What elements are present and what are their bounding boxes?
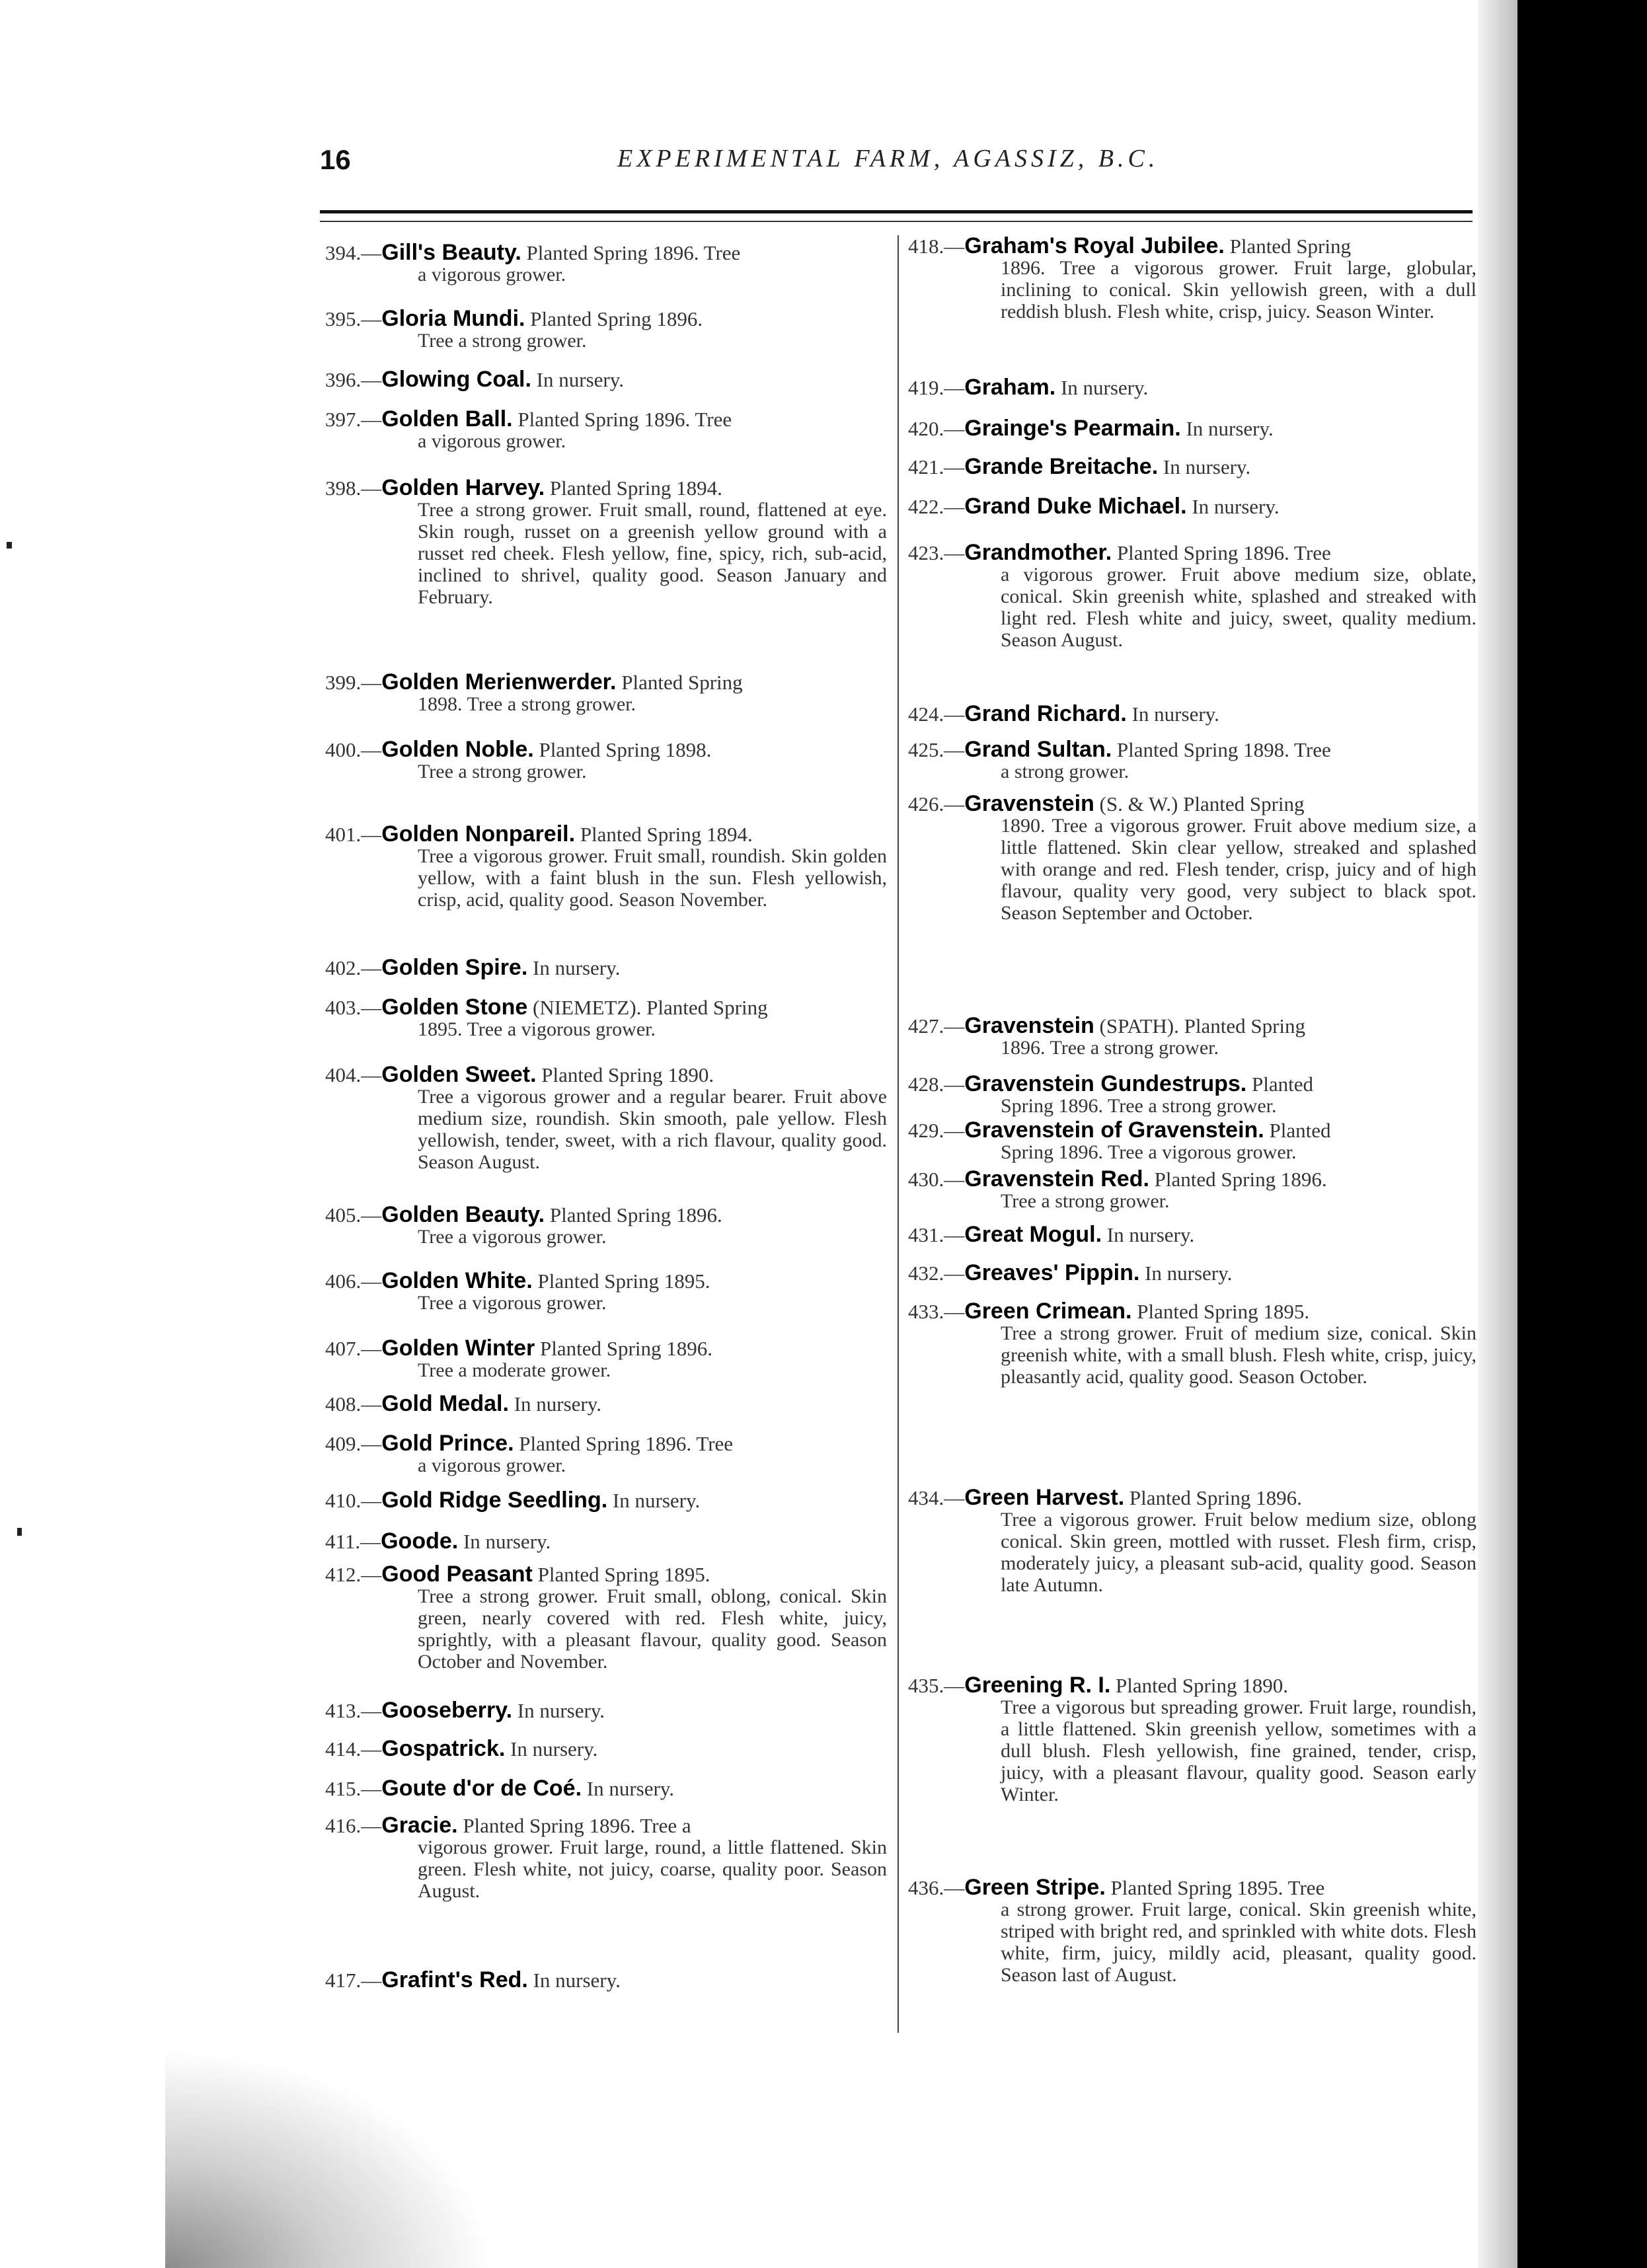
entry-description: 1896. Tree a strong grower.: [1001, 1037, 1219, 1059]
entry-note: Planted Spring 1896.: [549, 1203, 722, 1227]
entry-dash: —: [944, 1876, 965, 1899]
variety-name: Grainge's Pearmain.: [964, 416, 1181, 441]
variety-name: Gold Prince.: [381, 1431, 514, 1456]
entry-dash: —: [361, 1777, 382, 1800]
variety-name: Goode.: [381, 1529, 459, 1554]
entry-heading-line: [325, 408, 887, 430]
entry-note: Planted Spring 1895.: [537, 1269, 710, 1293]
entry-dash: —: [944, 1300, 965, 1323]
variety-name: Great Mogul.: [964, 1222, 1102, 1247]
entry-heading-line: [325, 1738, 887, 1760]
entry-heading-line: [908, 1015, 1476, 1037]
entry-number: 409.: [325, 1432, 362, 1455]
entry-heading-line: [325, 1815, 887, 1836]
catalogue-entry: [908, 1224, 1476, 1246]
entry-heading-line: [325, 1204, 887, 1226]
entry-number: 436.: [908, 1876, 944, 1899]
entry-number: 395.: [325, 307, 362, 330]
entry-number: 400.: [325, 738, 362, 761]
entry-heading-line: [908, 703, 1476, 725]
entry-dash: —: [361, 241, 382, 264]
entry-heading-line: [908, 418, 1476, 439]
entry-number: 434.: [908, 1486, 944, 1509]
entry-description: Tree a strong grower.: [418, 761, 587, 782]
catalogue-entry: [325, 823, 887, 911]
entry-dash: —: [944, 1168, 965, 1191]
entry-note: Planted Spring 1890.: [1116, 1674, 1288, 1697]
variety-name: Gravenstein of Gravenstein.: [964, 1117, 1264, 1143]
entry-heading-line: [908, 1301, 1476, 1322]
catalogue-entry: [908, 739, 1476, 782]
catalogue-entry: [325, 1433, 887, 1476]
entry-heading-line: [908, 1487, 1476, 1509]
entry-description: Tree a moderate grower.: [418, 1359, 611, 1381]
entry-dash: —: [361, 1432, 382, 1455]
entry-note: Planted Spring: [621, 671, 743, 694]
entry-note: In nursery.: [1145, 1262, 1233, 1285]
variety-name: Golden Noble.: [381, 737, 534, 762]
entry-number: 397.: [325, 408, 362, 431]
entry-heading-line: [325, 997, 887, 1018]
entry-dash: —: [360, 1530, 381, 1553]
entry-dash: —: [361, 307, 382, 330]
running-head: EXPERIMENTAL FARM, AGASSIZ, B.C.: [617, 145, 1159, 172]
catalogue-entry: [908, 1262, 1476, 1284]
entry-number: 419.: [908, 376, 944, 399]
entry-dash: —: [944, 1223, 965, 1246]
entry-note: Planted Spring 1894.: [549, 476, 722, 500]
entry-description: 1896. Tree a vigorous grower. Fruit large, globular, inclining to conical. Skin yellowish green, with a dull reddish blush. Flesh white, crisp, juicy. Season Winter.: [1001, 257, 1476, 322]
entry-description: Tree a vigorous grower and a regular bearer. Fruit above medium size, roundish. Skin smooth, pale yellow. Flesh yellowish, tender, sweet, with a rich flavour, quality good. Season August.: [418, 1086, 887, 1173]
catalogue-entry: [908, 235, 1476, 322]
entry-note: Planted Spring 1896. Tree: [526, 241, 741, 264]
catalogue-entry: [908, 1073, 1476, 1117]
variety-name: Golden Merienwerder.: [381, 669, 617, 695]
entry-heading-line: [325, 1778, 887, 1799]
entry-heading-line: [908, 1262, 1476, 1284]
entry-description: Tree a strong grower. Fruit of medium size, conical. Skin greenish white, with a small blush. Flesh white, crisp, juicy, pleasantly acid, quality good. Season October.: [1001, 1322, 1476, 1388]
variety-name: Gracie.: [381, 1813, 458, 1838]
catalogue-entry: [325, 477, 887, 608]
entry-note: In nursery.: [1192, 495, 1280, 518]
entry-dash: —: [361, 1814, 382, 1837]
entry-dash: —: [944, 1073, 965, 1096]
entry-note: Planted Spring 1894.: [580, 823, 753, 846]
entry-number: 430.: [908, 1168, 944, 1191]
entry-heading-line: [325, 242, 887, 264]
entry-description: Spring 1896. Tree a vigorous grower.: [1001, 1141, 1297, 1163]
entry-number: 417.: [325, 1969, 362, 1992]
entry-dash: —: [361, 956, 382, 979]
entry-heading-line: [908, 739, 1476, 761]
catalogue-entry: [908, 377, 1476, 398]
catalogue-entry: [325, 1815, 887, 1902]
entry-heading-line: [325, 308, 887, 330]
entry-heading-line: [908, 1877, 1476, 1899]
entry-note: In nursery.: [1060, 376, 1149, 399]
entry-dash: —: [944, 495, 965, 518]
entry-note: Planted Spring 1896. Tree: [1116, 541, 1331, 564]
entry-heading-line: [908, 377, 1476, 398]
entry-heading-line: [908, 496, 1476, 517]
entry-dash: —: [361, 671, 382, 694]
entry-heading-line: [908, 1168, 1476, 1190]
page-edge-shadow: [1478, 0, 1517, 2268]
entry-number: 398.: [325, 476, 362, 500]
catalogue-entry: [325, 1338, 887, 1381]
entry-note: Planted Spring 1895.: [537, 1563, 710, 1586]
entry-note: In nursery.: [510, 1737, 598, 1760]
entry-description: Tree a vigorous but spreading grower. Fruit large, roundish, a little flattened. Skin greenish yellow, sometimes with a dull blush. Flesh yellowish, fine grained, tender, crisp, juicy, with a pleasant flavour, quality good. Season early Winter.: [1001, 1696, 1476, 1805]
entry-dash: —: [944, 1486, 965, 1509]
entry-dash: —: [944, 235, 965, 258]
entry-note: Planted Spring 1896.: [530, 307, 703, 330]
variety-name: Golden Beauty.: [381, 1202, 545, 1227]
catalogue-entry: [325, 1969, 887, 1991]
entry-dash: —: [361, 476, 382, 500]
entry-number: 433.: [908, 1300, 944, 1323]
catalogue-entry: [325, 671, 887, 715]
entry-dash: —: [361, 1392, 382, 1416]
entry-note: Planted Spring 1890.: [541, 1063, 714, 1086]
variety-name: Gospatrick.: [381, 1736, 506, 1761]
column-divider: [898, 235, 899, 2033]
entry-dash: —: [944, 376, 965, 399]
variety-name: Gravenstein: [964, 1013, 1094, 1038]
entry-heading-line: [908, 456, 1476, 478]
catalogue-entry: [325, 1778, 887, 1799]
variety-name: Grande Breitache.: [964, 454, 1159, 479]
variety-name: Greaves' Pippin.: [964, 1260, 1140, 1285]
entry-number: 428.: [908, 1073, 944, 1096]
catalogue-entry: [325, 308, 887, 352]
entry-heading-line: [325, 1700, 887, 1721]
catalogue-entry: [325, 1064, 887, 1173]
header-rule: [320, 210, 1473, 222]
variety-name: Goute d'or de Coé.: [381, 1776, 582, 1801]
entry-description: Tree a vigorous grower.: [418, 1226, 607, 1248]
entry-description: Tree a vigorous grower.: [418, 1292, 607, 1314]
entry-note: Planted Spring 1895. Tree: [1110, 1876, 1325, 1899]
entry-note: In nursery.: [1131, 702, 1219, 726]
entry-dash: —: [361, 1203, 382, 1227]
entry-number: 408.: [325, 1392, 362, 1416]
page-number: 16: [320, 144, 351, 175]
entry-number: 411.: [325, 1530, 361, 1553]
entry-note: Planted Spring 1896. Tree a: [463, 1814, 691, 1837]
catalogue-entry: [325, 369, 887, 391]
catalogue-entry: [908, 703, 1476, 725]
variety-name: Golden Spire.: [381, 955, 528, 980]
entry-dash: —: [361, 1337, 382, 1360]
catalogue-entry: [908, 496, 1476, 517]
entry-note: (NIEMETZ). Planted Spring: [533, 996, 768, 1019]
entry-dash: —: [361, 1737, 382, 1760]
entry-heading-line: [325, 1064, 887, 1086]
entry-heading-line: [325, 1433, 887, 1455]
entry-dash: —: [944, 1014, 965, 1038]
entry-note: Planted Spring 1896.: [540, 1337, 712, 1360]
entry-number: 425.: [908, 738, 944, 761]
variety-name: Graham.: [964, 375, 1056, 400]
entry-heading-line: [325, 1564, 887, 1585]
entry-dash: —: [361, 1563, 382, 1586]
variety-name: Gravenstein: [964, 791, 1094, 816]
variety-name: Gooseberry.: [381, 1698, 513, 1723]
entry-number: 435.: [908, 1674, 944, 1697]
entry-dash: —: [361, 368, 382, 391]
entry-note: In nursery.: [533, 1969, 621, 1992]
entry-number: 399.: [325, 671, 362, 694]
entry-heading-line: [325, 957, 887, 979]
entry-description: a strong grower. Fruit large, conical. Skin greenish white, striped with bright red, and sprinkled with white dots. Flesh white, firm, juicy, mildly acid, pleasant, quality good. Season last of August.: [1001, 1899, 1476, 1986]
entry-heading-line: [325, 1490, 887, 1511]
catalogue-entry: [325, 1204, 887, 1248]
entry-note: Planted Spring 1898. Tree: [1116, 738, 1331, 761]
entry-heading-line: [908, 235, 1476, 257]
entry-dash: —: [361, 1969, 382, 1992]
entry-note: In nursery.: [463, 1530, 551, 1553]
entry-dash: —: [944, 1674, 965, 1697]
entry-number: 406.: [325, 1269, 362, 1293]
entry-description: Tree a strong grower. Fruit small, round, flattened at eye. Skin rough, russet on a greenish yellow ground with a russet red cheek. Flesh yellow, fine, spicy, rich, sub-acid, inclined to shrivel, quality good. Season January and February.: [418, 499, 887, 608]
entry-dash: —: [361, 996, 382, 1019]
entry-note: In nursery.: [533, 956, 621, 979]
catalogue-entry: [908, 1119, 1476, 1163]
variety-name: Good Peasant: [381, 1562, 533, 1587]
entry-number: 410.: [325, 1489, 362, 1512]
variety-name: Golden Ball.: [381, 406, 513, 432]
catalogue-entry: [325, 1564, 887, 1673]
catalogue-entry: [325, 1490, 887, 1511]
variety-name: Gravenstein Red.: [964, 1166, 1149, 1191]
entry-heading-line: [325, 477, 887, 499]
entry-description: Tree a strong grower. Fruit small, oblong, conical. Skin green, nearly covered with red. Flesh white, juicy, sprightly, with a pleasant flavour, quality good. Season October and November.: [418, 1585, 887, 1673]
entry-note: Planted Spring 1896.: [1129, 1486, 1302, 1509]
entry-dash: —: [944, 455, 965, 478]
entry-number: 432.: [908, 1262, 944, 1285]
catalogue-entry: [325, 997, 887, 1040]
entry-number: 402.: [325, 956, 362, 979]
entry-dash: —: [944, 738, 965, 761]
catalogue-entry: [908, 793, 1476, 924]
entry-dash: —: [944, 1119, 965, 1142]
entry-number: 401.: [325, 823, 362, 846]
entry-note: In nursery.: [1186, 417, 1274, 440]
entry-number: 429.: [908, 1119, 944, 1142]
variety-name: Gold Ridge Seedling.: [381, 1488, 608, 1513]
catalogue-entry: [325, 242, 887, 285]
entry-description: Spring 1896. Tree a strong grower.: [1001, 1095, 1277, 1117]
entry-note: Planted: [1269, 1119, 1331, 1142]
variety-name: Green Stripe.: [964, 1875, 1106, 1900]
catalogue-entry: [908, 456, 1476, 478]
variety-name: Golden Stone: [381, 995, 528, 1020]
entry-number: 431.: [908, 1223, 944, 1246]
entry-dash: —: [361, 823, 382, 846]
entry-note: In nursery.: [1163, 455, 1251, 478]
entry-dash: —: [944, 702, 965, 726]
entry-dash: —: [361, 1489, 382, 1512]
entry-heading-line: [325, 1270, 887, 1292]
entry-number: 404.: [325, 1063, 362, 1086]
entry-description: 1890. Tree a vigorous grower. Fruit above medium size, a little flattened. Skin clear yellow, streaked and splashed with orange and red. Flesh tender, crisp, juicy and of high flavour, quality very good, very subject to black spot. Season September and October.: [1001, 815, 1476, 924]
catalogue-entry: [325, 1700, 887, 1721]
entry-note: Planted: [1252, 1073, 1313, 1096]
variety-name: Golden Nonpareil.: [381, 821, 576, 847]
entry-note: In nursery.: [536, 368, 624, 391]
entry-number: 416.: [325, 1814, 362, 1837]
entry-heading-line: [325, 823, 887, 845]
entry-dash: —: [361, 738, 382, 761]
entry-heading-line: [325, 739, 887, 761]
variety-name: Golden Winter: [381, 1336, 535, 1361]
entry-note: Planted Spring 1896. Tree: [519, 1432, 734, 1455]
entry-description: a vigorous grower.: [418, 1455, 566, 1476]
entry-note: In nursery.: [514, 1392, 601, 1416]
entry-note: Planted Spring 1896. Tree: [517, 408, 732, 431]
entry-description: a vigorous grower. Fruit above medium size, oblate, conical. Skin greenish white, splashed and streaked with light red. Flesh white and juicy, sweet, quality medium. Season August.: [1001, 564, 1476, 651]
entry-dash: —: [944, 1262, 965, 1285]
catalogue-entry: [908, 1015, 1476, 1059]
catalogue-entry: [325, 1270, 887, 1314]
entry-note: Planted Spring: [1229, 235, 1351, 258]
variety-name: Grand Sultan.: [964, 737, 1112, 762]
catalogue-entry: [908, 1675, 1476, 1805]
entry-number: 427.: [908, 1014, 944, 1038]
entry-heading-line: [325, 1969, 887, 1991]
entry-dash: —: [361, 1269, 382, 1293]
variety-name: Golden Sweet.: [381, 1062, 537, 1087]
entry-heading-line: [325, 369, 887, 391]
entry-heading-line: [908, 1224, 1476, 1246]
entry-number: 407.: [325, 1337, 362, 1360]
entry-description: Tree a strong grower.: [1001, 1190, 1170, 1212]
entry-number: 396.: [325, 368, 362, 391]
entry-description: vigorous grower. Fruit large, round, a little flattened. Skin green. Flesh white, not juicy, coarse, quality poor. Season August.: [418, 1836, 887, 1902]
entry-number: 412.: [325, 1563, 362, 1586]
catalogue-entry: [325, 1531, 887, 1552]
variety-name: Grandmother.: [964, 540, 1112, 565]
entry-description: a vigorous grower.: [418, 430, 566, 452]
variety-name: Greening R. I.: [964, 1673, 1111, 1698]
scan-speck: [7, 542, 12, 548]
catalogue-entry: [325, 957, 887, 979]
catalogue-entry: [908, 418, 1476, 439]
entry-number: 418.: [908, 235, 944, 258]
entry-number: 422.: [908, 495, 944, 518]
catalogue-entry: [908, 542, 1476, 651]
entry-heading-line: [908, 1675, 1476, 1696]
variety-name: Green Harvest.: [964, 1485, 1125, 1510]
entry-heading-line: [325, 1338, 887, 1359]
entry-note: In nursery.: [1106, 1223, 1195, 1246]
entry-number: 413.: [325, 1699, 362, 1722]
entry-description: Tree a strong grower.: [418, 330, 587, 352]
variety-name: Grand Duke Michael.: [964, 494, 1187, 519]
entry-heading-line: [908, 1119, 1476, 1141]
variety-name: Gravenstein Gundestrups.: [964, 1071, 1247, 1096]
entry-note: (SPATH). Planted Spring: [1099, 1014, 1305, 1038]
catalogue-entry: [908, 1877, 1476, 1986]
variety-name: Glowing Coal.: [381, 367, 531, 392]
entry-description: a vigorous grower.: [418, 264, 566, 285]
catalogue-entry: [325, 739, 887, 782]
entry-number: 405.: [325, 1203, 362, 1227]
variety-name: Golden White.: [381, 1268, 533, 1293]
entry-dash: —: [361, 408, 382, 431]
variety-name: Gill's Beauty.: [381, 240, 521, 265]
entry-heading-line: [325, 671, 887, 693]
variety-name: Green Crimean.: [964, 1299, 1132, 1324]
entry-heading-line: [908, 793, 1476, 815]
entry-heading-line: [908, 1073, 1476, 1095]
entry-note: In nursery.: [517, 1699, 605, 1722]
entry-note: Planted Spring 1895.: [1137, 1300, 1310, 1323]
entry-note: In nursery.: [612, 1489, 701, 1512]
catalogue-entry: [325, 408, 887, 452]
variety-name: Gloria Mundi.: [381, 306, 525, 331]
entry-description: a strong grower.: [1001, 761, 1130, 782]
entry-heading-line: [908, 542, 1476, 564]
entry-description: Tree a vigorous grower. Fruit small, roundish. Skin golden yellow, with a faint blush in the sun. Flesh yellowish, crisp, acid, quality good. Season November.: [418, 845, 887, 911]
entry-note: In nursery.: [586, 1777, 675, 1800]
entry-number: 426.: [908, 792, 944, 815]
catalogue-entry: [325, 1393, 887, 1415]
variety-name: Grand Richard.: [964, 701, 1127, 726]
entry-heading-line: [325, 1393, 887, 1415]
catalogue-entry: [908, 1301, 1476, 1388]
entry-number: 420.: [908, 417, 944, 440]
entry-note: Planted Spring 1898.: [539, 738, 712, 761]
entry-note: (S. & W.) Planted Spring: [1099, 792, 1305, 815]
entry-note: Planted Spring 1896.: [1154, 1168, 1327, 1191]
catalogue-entry: [325, 1738, 887, 1760]
entry-dash: —: [944, 541, 965, 564]
scan-speck: [17, 1528, 22, 1536]
entry-description: 1898. Tree a strong grower.: [418, 693, 636, 715]
entry-description: 1895. Tree a vigorous grower.: [418, 1018, 656, 1040]
entry-number: 424.: [908, 702, 944, 726]
variety-name: Graham's Royal Jubilee.: [964, 233, 1225, 258]
entry-number: 403.: [325, 996, 362, 1019]
entry-dash: —: [944, 792, 965, 815]
variety-name: Golden Harvey.: [381, 475, 545, 500]
entry-number: 394.: [325, 241, 362, 264]
entry-description: Tree a vigorous grower. Fruit below medium size, oblong conical. Skin green, mottled with russet. Flesh firm, crisp, moderately juicy, a pleasant sub-acid, quality good. Season late Autumn.: [1001, 1509, 1476, 1596]
variety-name: Gold Medal.: [381, 1391, 509, 1416]
page-corner-curl: [165, 2049, 496, 2268]
entry-heading-line: [325, 1531, 887, 1552]
entry-number: 414.: [325, 1737, 362, 1760]
entry-number: 415.: [325, 1777, 362, 1800]
entry-number: 421.: [908, 455, 944, 478]
catalogue-entry: [908, 1487, 1476, 1596]
entry-dash: —: [944, 417, 965, 440]
entry-dash: —: [361, 1063, 382, 1086]
entry-dash: —: [361, 1699, 382, 1722]
catalogue-entry: [908, 1168, 1476, 1212]
entry-number: 423.: [908, 541, 944, 564]
variety-name: Grafint's Red.: [381, 1967, 528, 1992]
